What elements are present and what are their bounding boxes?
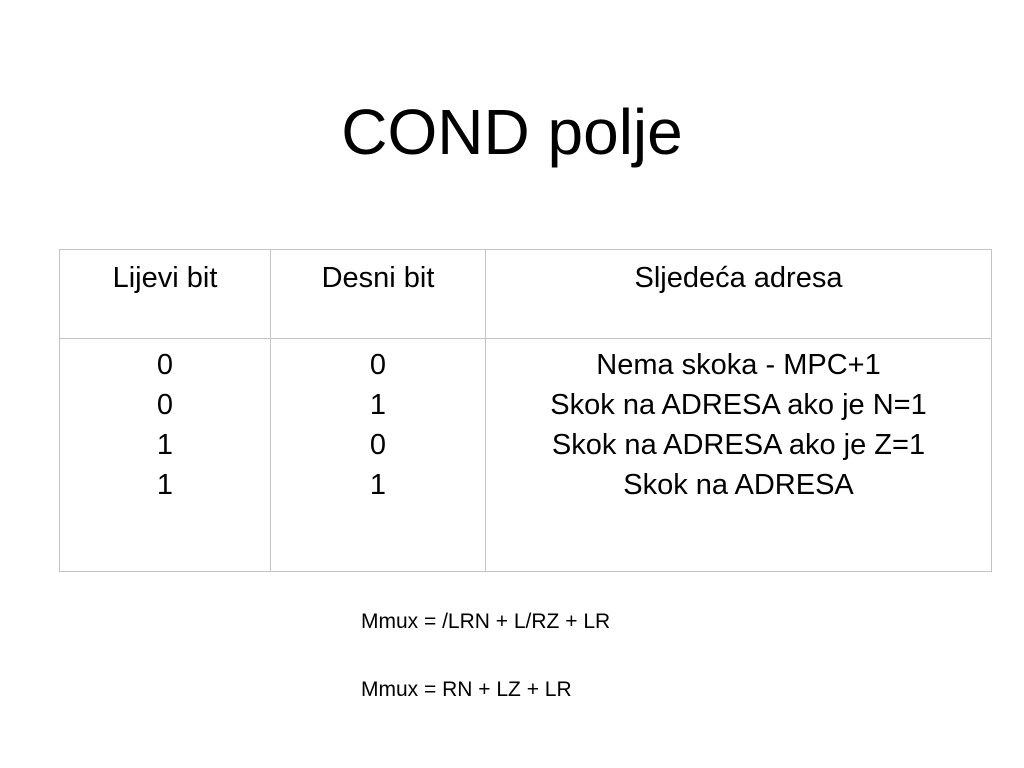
right-bit-cell xyxy=(271,339,486,572)
table-row xyxy=(60,339,992,572)
right-bit-value: 1 xyxy=(369,389,387,421)
left-bit-cell xyxy=(60,339,271,572)
right-bit-value: 1 xyxy=(369,469,387,501)
next-address-value: Nema skoka - MPC+1 xyxy=(596,349,881,381)
cond-table xyxy=(59,249,992,572)
mmux-formula-full: Mmux = /LRN + L/RZ + LR xyxy=(361,610,611,633)
header-next-address: Sljedeća adresa xyxy=(486,250,992,339)
next-address-value: Skok na ADRESA xyxy=(623,469,854,501)
next-address-value: Skok na ADRESA ako je Z=1 xyxy=(551,429,926,461)
left-bit-value: 0 xyxy=(156,349,174,381)
mmux-formula-simplified: Mmux = RN + LZ + LR xyxy=(361,678,572,701)
left-bit-value: 0 xyxy=(156,389,174,421)
left-bit-value: 1 xyxy=(156,469,174,501)
header-left-bit: Lijevi bit xyxy=(60,250,271,339)
table-header-row xyxy=(60,250,992,339)
next-address-value: Skok na ADRESA ako je N=1 xyxy=(550,389,927,421)
slide-title: COND polje xyxy=(341,96,683,168)
right-bit-value: 0 xyxy=(369,429,387,461)
header-right-bit: Desni bit xyxy=(271,250,486,339)
next-address-cell xyxy=(486,339,992,572)
left-bit-value: 1 xyxy=(156,429,174,461)
right-bit-value: 0 xyxy=(369,349,387,381)
